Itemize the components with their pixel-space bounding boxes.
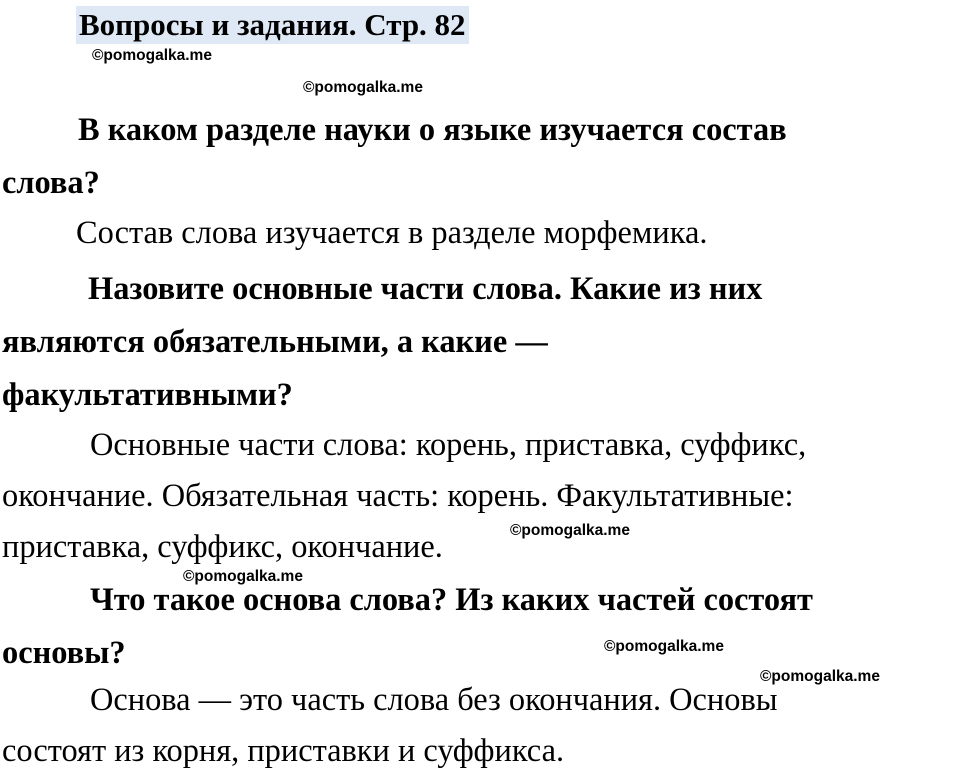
question-2: [2, 263, 960, 422]
question-line: Что такое основа слова? Из каких частей состоят: [90, 582, 813, 618]
watermark: ©pomogalka.me: [92, 47, 212, 64]
answer-line: приставка, суффикс, окончание.: [2, 529, 443, 565]
answer-1: [2, 208, 960, 259]
watermark: ©pomogalka.me: [183, 568, 303, 585]
question-line: слова?: [2, 165, 100, 201]
answer-3: [2, 675, 960, 777]
watermark: ©pomogalka.me: [303, 79, 423, 96]
answer-line: Состав слова изучается в разделе морфемика.: [76, 215, 708, 251]
answer-line: Основа — это часть слова без окончания. Основы: [90, 682, 778, 718]
question-line: являются обязательными, а какие —: [2, 324, 548, 360]
answer-2: [2, 420, 960, 573]
page-title: Вопросы и задания. Стр. 82: [76, 6, 469, 44]
question-3: [2, 574, 960, 680]
question-line: В каком разделе науки о языке изучается состав: [78, 112, 787, 148]
watermark: ©pomogalka.me: [510, 522, 630, 539]
watermark: ©pomogalka.me: [760, 668, 880, 685]
question-line: Назовите основные части слова. Какие из них: [88, 271, 763, 307]
answer-line: состоят из корня, приставки и суффикса.: [2, 733, 565, 769]
question-line: факультативными?: [2, 377, 293, 413]
question-1: [2, 104, 960, 210]
answer-line: Основные части слова: корень, приставка, суффикс,: [90, 427, 807, 463]
watermark: ©pomogalka.me: [604, 638, 724, 655]
question-line: основы?: [2, 635, 126, 671]
answer-line: окончание. Обязательная часть: корень. Факультативные:: [2, 478, 794, 514]
